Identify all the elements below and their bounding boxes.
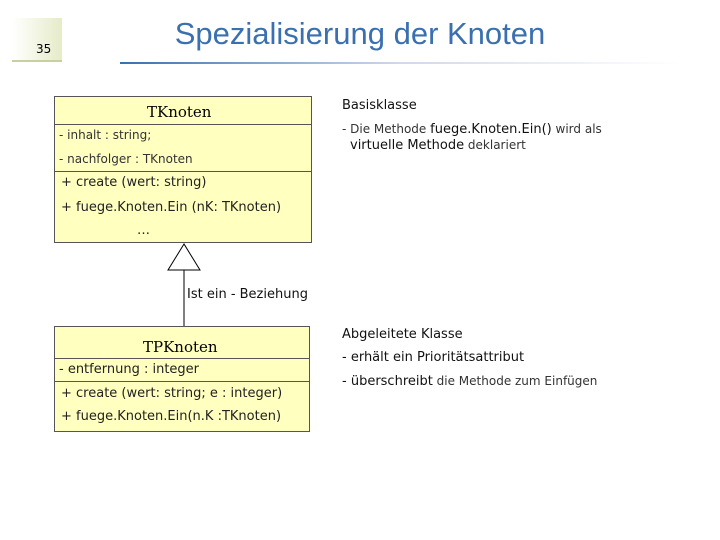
attribute-entfernung: - entfernung : integer — [59, 362, 200, 377]
class-name-tpknoten: TPKnoten — [143, 338, 218, 356]
method-ellipsis: … — [137, 223, 150, 238]
attribute-inhalt: - inhalt : string; — [59, 128, 152, 142]
slide-number: 35 — [36, 42, 52, 56]
attribute-nachfolger: - nachfolger : TKnoten — [59, 152, 193, 166]
method-fuege-knoten-ein-derived: + fuege.Knoten.Ein(n.K :TKnoten) — [61, 409, 282, 424]
relation-label: Ist ein - Beziehung — [187, 287, 308, 302]
note-base-line-1-suffix: wird als — [551, 122, 602, 136]
note-derived-line-1: - erhält ein Prioritätsattribut — [342, 350, 525, 365]
note-base-line-2 — [350, 138, 526, 153]
method-create: + create (wert: string) — [61, 175, 207, 190]
note-base-line-2-suffix: deklariert — [464, 138, 526, 152]
note-base-method-name: fuege.Knoten.Ein() — [430, 122, 552, 137]
class-divider — [55, 358, 309, 359]
class-divider — [55, 381, 309, 382]
note-base-line-1-prefix: - Die Methode — [342, 122, 431, 136]
generalization-triangle — [168, 244, 200, 270]
note-base-virtual: virtuelle Methode — [350, 138, 465, 153]
method-fuege-knoten-ein: + fuege.Knoten.Ein (nK: TKnoten) — [61, 200, 282, 215]
note-derived-line-2 — [342, 374, 597, 389]
method-create-derived: + create (wert: string; e : integer) — [61, 386, 283, 401]
note-derived-overrides: - überschreibt — [342, 374, 433, 389]
note-derived-heading: Abgeleitete Klasse — [342, 327, 463, 342]
note-derived-line-2-suffix: die Methode zum Einfügen — [432, 374, 598, 388]
note-base-heading: Basisklasse — [342, 98, 417, 113]
slide-title: Spezialisierung der Knoten — [174, 16, 546, 51]
class-box-tpknoten — [54, 326, 310, 432]
note-base-line-1 — [342, 122, 602, 137]
class-name-tknoten: TKnoten — [147, 103, 212, 121]
